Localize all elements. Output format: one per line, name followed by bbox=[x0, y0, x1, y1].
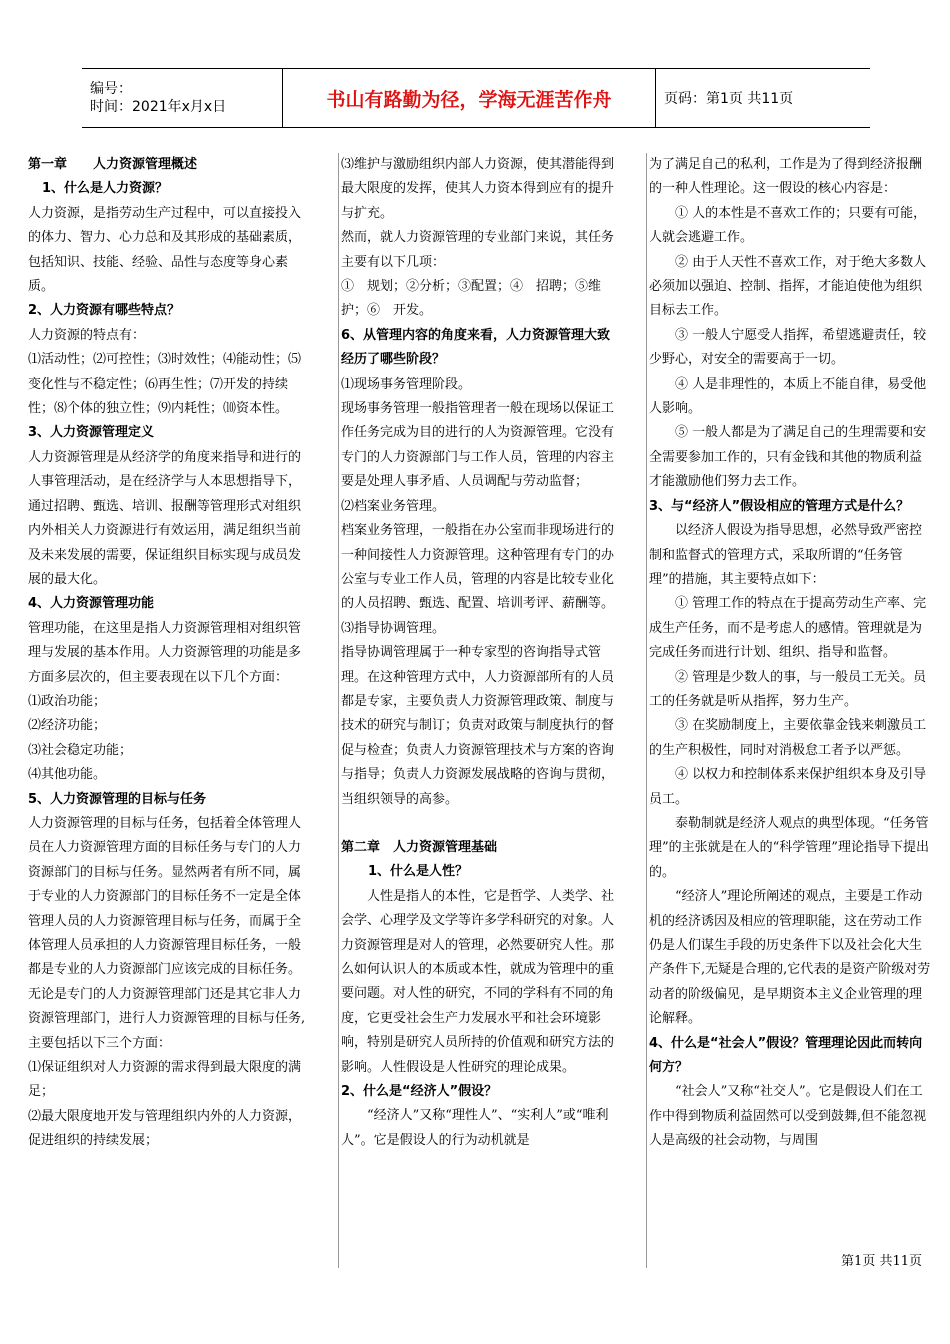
paragraph: ① 人的本性是不喜欢工作的；只要有可能，人就会逃避工作。 bbox=[649, 205, 927, 246]
paragraph: 人力资源，是指劳动生产过程中，可以直接投入的体力、智力、心力总和及其形成的基础素质，包括知识、技能、经验、品性与态度等身心素质。 bbox=[28, 205, 302, 295]
page-label: 页码：第1页 共11页 bbox=[664, 91, 794, 107]
paragraph: ② 管理是少数人的事，与一般员工无关。员工的任务就是听从指挥，努力生产。 bbox=[649, 669, 927, 709]
paragraph: ③ 在奖励制度上，主要依靠金钱来刺激员工的生产积极性，同时对消极怠工者予以严惩。 bbox=[649, 718, 927, 758]
header-page-cell bbox=[656, 69, 870, 127]
section-heading: 3、与“经济人”假设相应的管理方式是什么？ bbox=[649, 498, 910, 514]
paragraph: ⑵档案业务管理。 bbox=[341, 498, 446, 514]
paragraph: ⑤ 一般人都是为了满足自己的生理需要和安全需要参加工作的，只有金钱和其他的物质利益才能激励他们努力去工作。 bbox=[649, 425, 927, 490]
paragraph: ⑵经济功能； bbox=[28, 718, 107, 734]
section-heading: 第一章 人力资源管理概述 bbox=[28, 157, 198, 172]
paragraph: ⑴保证组织对人力资源的需求得到最大限度的满足； bbox=[28, 1060, 302, 1100]
paragraph: 以经济人假设为指导思想，必然导致严密控制和监督式的管理方式，采取所谓的“任务管理”的措施，其主要特点如下： bbox=[649, 523, 923, 587]
header-meta bbox=[82, 69, 282, 127]
paragraph: ④ 人是非理性的，本质上不能自律，易受他人影响。 bbox=[649, 376, 927, 417]
paragraph: 指导协调管理属于一种专家型的咨询指导式管理。在这种管理方式中，人力资源部所有的人员都是专家，主要负责人力资源管理政策、制度与技术的研究与制订；负责对政策与制度执行的督促与检查；负责人力资源管理技术与方案的咨询与指导；负责人力资源发展战略的咨询与贯彻，当组织领导的高参。 bbox=[341, 645, 615, 807]
page-header bbox=[82, 68, 870, 128]
section-heading: 3、人力资源管理定义 bbox=[28, 425, 155, 441]
column-2 bbox=[338, 153, 623, 1268]
paragraph: 然而，就人力资源管理的专业部门来说，其任务主要有以下几项： bbox=[341, 230, 615, 270]
section-heading: 6、从管理内容的角度来看，人力资源管理大致经历了哪些阶段？ bbox=[341, 327, 611, 368]
paragraph: ④ 以权力和控制体系来保护组织本身及引导员工。 bbox=[649, 767, 927, 807]
paragraph: ① 规划；②分析；③配置；④ 招聘；⑤维护；⑥ 开发。 bbox=[341, 279, 602, 319]
column-1 bbox=[28, 153, 310, 1268]
paragraph: 泰勒制就是经济人观点的典型体现。“任务管理”的主张就是在人的“科学管理”理论指导下提出的。 bbox=[649, 815, 929, 880]
paragraph: ⑴现场事务管理阶段。 bbox=[341, 376, 472, 392]
paragraph: “经济人”又称“理性人”、“实利人”或“唯利人”。它是假设人的行为动机就是 bbox=[341, 1108, 609, 1148]
paragraph: ⑴政治功能； bbox=[28, 693, 107, 709]
paragraph: ① 管理工作的特点在于提高劳动生产率、完成生产任务，而不是考虑人的感情。管理就是为完成任务而进行计划、组织、指导和监督。 bbox=[649, 596, 927, 661]
section-heading: 4、人力资源管理功能 bbox=[28, 596, 155, 612]
paragraph: 为了满足自己的私利，工作是为了得到经济报酬的一种人性理论。这一假设的核心内容是： bbox=[649, 157, 923, 197]
paragraph: ⑶维护与激励组织内部人力资源，使其潜能得到最大限度的发挥，使其人力资本得到应有的提升与扩充。 bbox=[341, 157, 615, 221]
motto: 书山有路勤为径，学海无涯苦作舟 bbox=[326, 88, 612, 111]
number-label: 编号： bbox=[90, 81, 132, 97]
paragraph: ⑶指导协调管理。 bbox=[341, 620, 446, 636]
paragraph: ③ 一般人宁愿受人指挥，希望逃避责任，较少野心，对安全的需要高于一切。 bbox=[649, 327, 927, 368]
section-heading: 1、什么是人性？ bbox=[355, 864, 469, 880]
section-heading: 5、人力资源管理的目标与任务 bbox=[28, 791, 207, 807]
section-heading: 第二章 人力资源管理基础 bbox=[341, 839, 498, 855]
spacer bbox=[341, 812, 623, 836]
section-heading: 2、人力资源有哪些特点？ bbox=[28, 303, 181, 319]
paragraph: 人性是指人的本性，它是哲学、人类学、社会学、心理学及文学等许多学科研究的对象。人力资源管理是对人的管理，必然要研究人性。那么如何认识人的本质或本性，就成为管理中的重要问题。对人性的研究，不同的学科有不同的角度，它更受社会生产力发展水平和社会环境影响，特别是研究人员所持的价值观和研究方法的影响。人性假设是人性研究的理论成果。 bbox=[341, 888, 615, 1075]
time-label: 时间：2021年x月x日 bbox=[90, 99, 227, 115]
page-footer: 第1页 共11页 bbox=[841, 1254, 922, 1269]
paragraph: 人力资源的特点有： bbox=[28, 327, 146, 343]
paragraph: ⑶社会稳定功能； bbox=[28, 742, 133, 758]
paragraph: 人力资源管理是从经济学的角度来指导和进行的人事管理活动，是在经济学与人本思想指导下，通过招聘、甄选、培训、报酬等管理形式对组织内外相关人力资源进行有效运用，满足组织当前及未来发展的需要，保证组织目标实现与成员发展的最大化。 bbox=[28, 449, 302, 587]
paragraph: 管理功能，在这里是指人力资源管理相对组织管理与发展的基本作用。人力资源管理的功能是多方面多层次的，但主要表现在以下几个方面： bbox=[28, 620, 302, 685]
paragraph: 档案业务管理，一般指在办公室而非现场进行的一种间接性人力资源管理。这种管理有专门的办公室与专业工作人员，管理的内容是比较专业化的人员招聘、甄选、配置、培训考评、薪酬等。 bbox=[341, 523, 615, 612]
paragraph: 现场事务管理一般指管理者一般在现场以保证工作任务完成为目的进行的人为资源管理。它没有专门的人力资源部门与工作人员，管理的内容主要是处理人事矛盾、人员调配与劳动监督； bbox=[341, 401, 615, 490]
paragraph: ② 由于人天性不喜欢工作，对于绝大多数人必须加以强迫、控制、指挥，才能迫使他为组织目标去工作。 bbox=[649, 254, 927, 319]
section-heading: 2、什么是“经济人”假设？ bbox=[341, 1084, 498, 1100]
paragraph: “经济人”理论所阐述的观点，主要是工作动机的经济诱因及相应的管理职能，这在劳动工作仍是人们谋生手段的历史条件下以及社会化大生产条件下,无疑是合理的,它代表的是资产阶级对劳动者的阶级偏见，是早期资本主义企业管理的理论解释。 bbox=[649, 889, 931, 1027]
paragraph: 无论是专门的人力资源管理部门还是其它非人力资源管理部门，进行人力资源管理的目标与任务,主要包括以下三个方面： bbox=[28, 986, 306, 1051]
paragraph: ⑵最大限度地开发与管理组织内外的人力资源，促进组织的持续发展； bbox=[28, 1108, 302, 1149]
paragraph: “社会人”又称“社交人”。它是假设人们在工作中得到物质利益固然可以受到鼓舞,但不能忽视人是高级的社会动物，与周围 bbox=[649, 1084, 927, 1149]
section-heading: 4、什么是“社会人”假设？管理理论因此而转向何方？ bbox=[649, 1035, 923, 1076]
header-motto-cell bbox=[282, 69, 656, 127]
paragraph: ⑴活动性；⑵可控性；⑶时效性；⑷能动性；⑸变化性与不稳定性；⑹再生性；⑺开发的持续性；⑻个体的独立性；⑼内耗性；⑽资本性。 bbox=[28, 352, 302, 417]
paragraph: 人力资源管理的目标与任务，包括着全体管理人员在人力资源管理方面的目标任务与专门的人力资源部门的目标与任务。显然两者有所不同，属于专业的人力资源部门的目标任务不一定是全体管理人员的人力资源管理目标与任务，而属于全体管理人员承担的人力资源管理目标任务，一般都是专业的人力资源部门应该完成的目标任务。 bbox=[28, 815, 302, 978]
section-heading: 1、什么是人力资源？ bbox=[42, 181, 169, 197]
column-3 bbox=[646, 153, 931, 1268]
paragraph: ⑷其他功能。 bbox=[28, 767, 107, 783]
